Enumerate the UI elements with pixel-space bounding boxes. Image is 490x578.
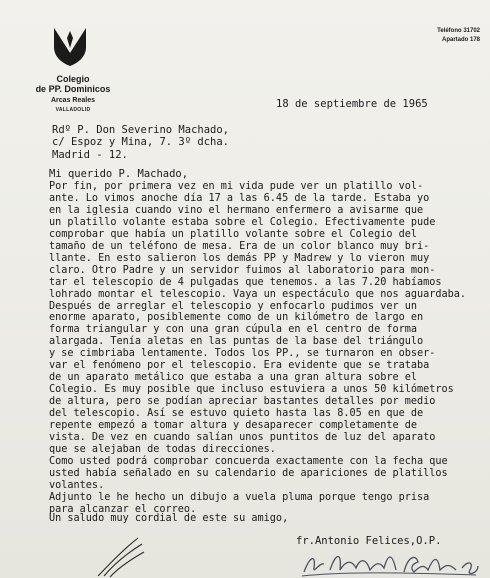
body-line: vista. De vez en cuando salían unos puntitos de luz del aparato xyxy=(49,432,436,444)
body-line: forma triangular y con una gran cúpula en el centro de forma xyxy=(49,324,418,336)
closing-line: Un saludo muy cordial de este su amigo, xyxy=(49,513,289,524)
body-line: Como usted podrá comprobar concuerda exactamente con la fecha que xyxy=(49,455,448,467)
body-line: en la iglesia cuando vino el hermano enfermero a avisarme que xyxy=(49,204,424,216)
body-line: Colegio. Es muy posible que incluso estuviera a unos 50 kilómetros xyxy=(49,384,454,396)
body-line: alargada. Tenía aletas en las puntas de la base del triángulo xyxy=(49,336,424,348)
handwritten-signature xyxy=(300,548,480,578)
body-line: claro. Otro Padre y un servidor fuimos al laboratorio para mon- xyxy=(49,264,436,276)
body-line: para alcanzar el correo. xyxy=(49,503,197,515)
body-line: tamaño de un teléfono de mesa. Era de un color blanco muy bri- xyxy=(49,240,430,252)
institution-line: Arcas Reales xyxy=(51,97,95,104)
institution-line: Colegio xyxy=(56,74,90,84)
recipient-line: Rdº P. Don Severino Machado, xyxy=(52,124,230,136)
body-line: volantes. xyxy=(49,479,105,491)
body-line: ante. Lo vimos anoche día 17 a las 6.45 de la tarde. Estaba yo xyxy=(49,192,430,204)
letter-date: 18 de septiembre de 1965 xyxy=(276,98,428,110)
body-line: enorme aparato, posiblemente como de un kilómetro de largo en xyxy=(49,312,424,324)
body-line: un platillo volante estaba sobre el Colegio. Efectivamente pude xyxy=(49,216,436,228)
institution-city: VALLADOLID xyxy=(55,107,91,113)
body-line: que se alejaban de todas direcciones. xyxy=(49,443,276,455)
institution-header xyxy=(18,74,128,115)
body-line: llante. En esto salieron los demás PP y Madrew y lo vieron muy xyxy=(49,252,430,264)
recipient-address xyxy=(52,124,229,161)
body-line: Por fin, por primera vez en mi vida pude ver un platillo vol- xyxy=(49,181,424,192)
po-box-line: Apartado 178 xyxy=(441,37,480,43)
contact-info xyxy=(437,27,480,45)
signer-name: fr.Antonio Felices,O.P. xyxy=(296,535,442,547)
body-line: del telescopio. Así se estuvo quieto hasta las 8.05 en que de xyxy=(49,408,424,420)
body-line: tar el telescopio de 4 pulgadas que tenemos. a las 7.20 habíamos xyxy=(49,276,442,288)
institution-line: de PP. Dominicos xyxy=(35,84,111,94)
body-line: y se cimbriaba lentamente. Todos los PP., se turnaron en obser- xyxy=(49,348,436,360)
pen-scribble-mark xyxy=(96,536,146,578)
body-line: Después de arreglar el telescopio y enfocarlo pudimos ver un xyxy=(49,300,418,312)
letter-body xyxy=(49,181,489,516)
body-line: lohrado montar el telescopio. Vaya un espectáculo que nos aguardaba. xyxy=(49,288,467,300)
body-line: de un aparato metálico que estaba a una gran altura sobre el xyxy=(49,372,418,384)
recipient-line: Madrid - 12. xyxy=(52,148,128,161)
body-line: comprobar que había un platillo volante sobre el Colegio del xyxy=(49,228,418,240)
telephone-line: Teléfono 31702 xyxy=(437,28,480,34)
body-line: usted había señalado en su calendario de apariciones de platillos xyxy=(49,467,448,479)
body-line: var el fenómeno por el telescopio. Era evidente que se trataba xyxy=(49,360,430,372)
body-line: repente empezó a tomar altura y desaparecer completamente de xyxy=(49,420,418,432)
recipient-line: c/ Espoz y Mina, 7. 3º dcha. xyxy=(52,136,230,149)
salutation: Mi querido P. Machado, xyxy=(49,168,189,180)
dominican-shield-logo-icon xyxy=(53,27,87,67)
body-line: Adjunto le he hecho un dibujo a vuela pluma porque tengo prisa xyxy=(49,491,430,503)
body-line: de altura, pero se podían apreciar bastantes detalles por medio xyxy=(49,396,436,408)
